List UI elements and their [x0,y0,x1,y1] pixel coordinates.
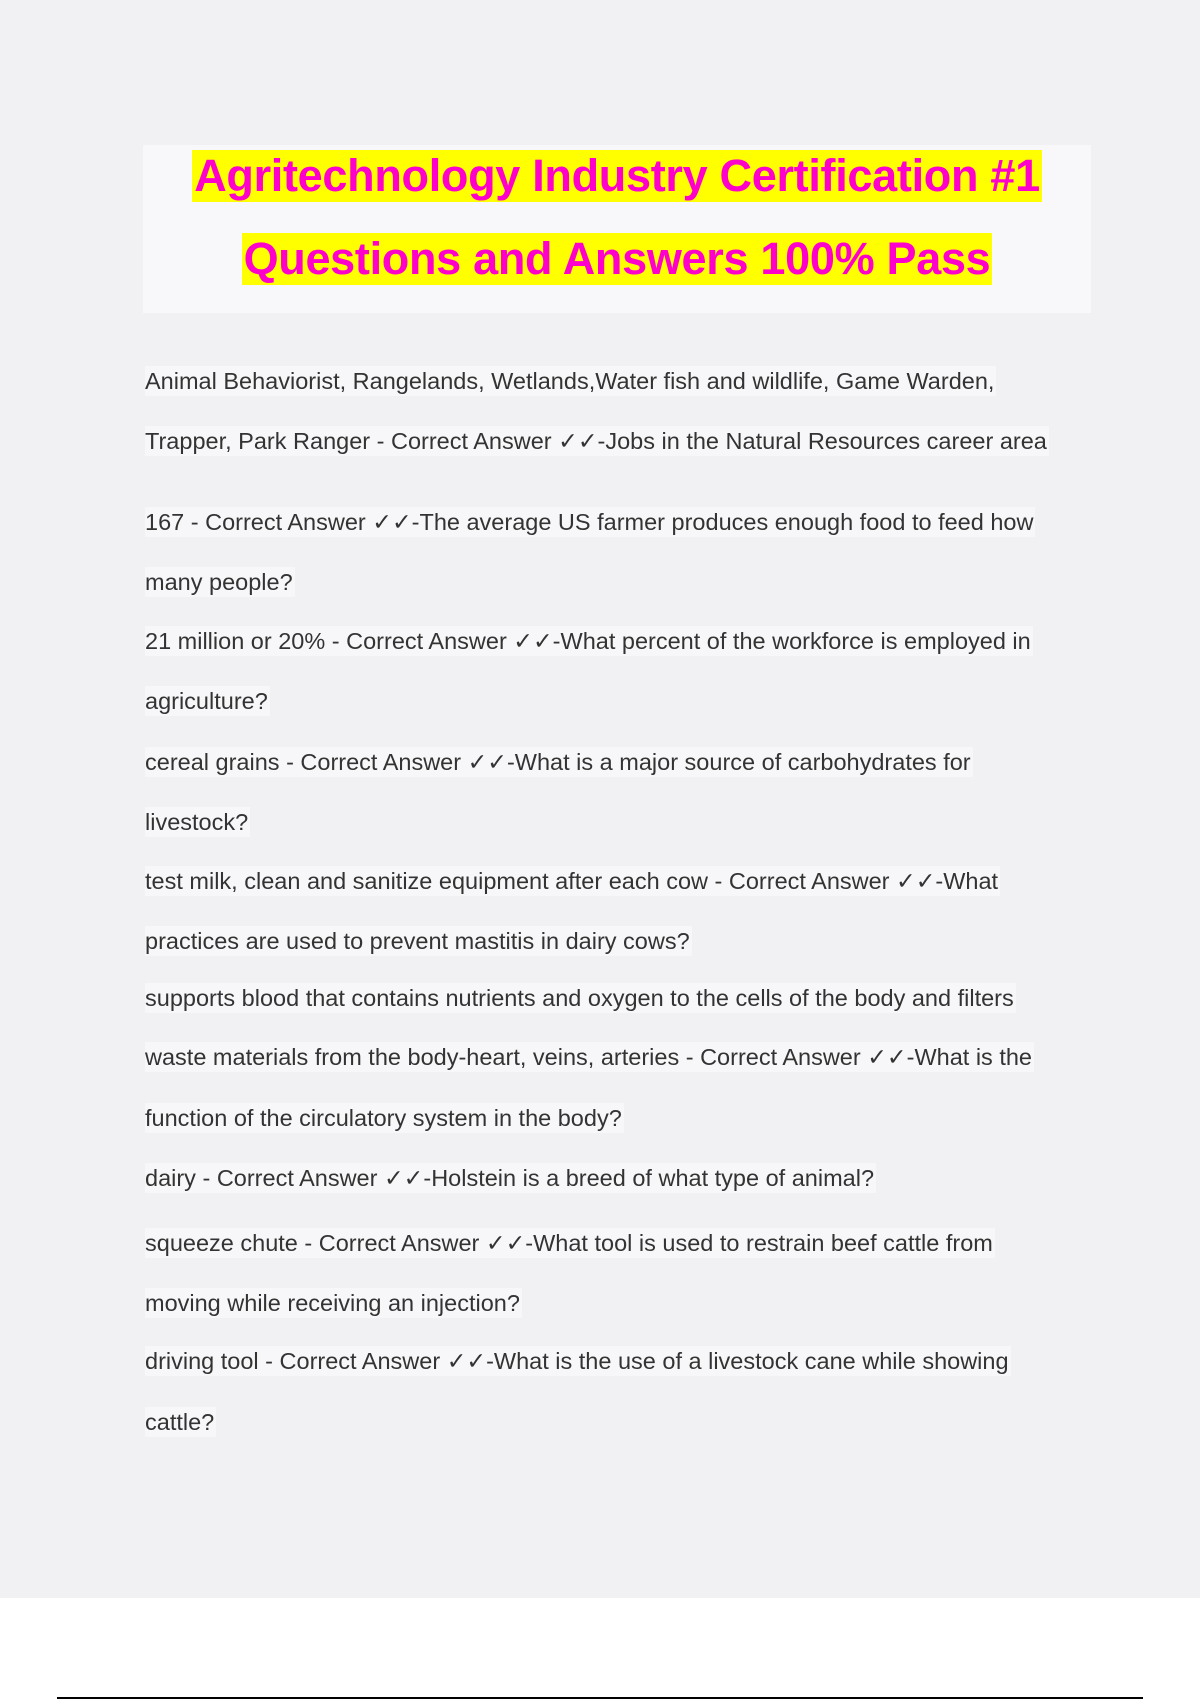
text-line: squeeze chute - Correct Answer ✓✓-What tool is used to restrain beef cattle from [145,1230,993,1256]
text-line: livestock? [145,809,249,835]
title-block [143,145,1091,313]
footer-divider [57,1697,1143,1699]
text-line: driving tool - Correct Answer ✓✓-What is the use of a livestock cane while showing [145,1348,1009,1374]
text-line: cereal grains - Correct Answer ✓✓-What is a major source of carbohydrates for [145,749,971,775]
document-title-line-1: Agritechnology Industry Certification #1 [194,150,1040,201]
text-line: agriculture? [145,688,268,714]
text-line: cattle? [145,1409,215,1435]
text-line: Animal Behaviorist, Rangelands, Wetlands,Water fish and wildlife, Game Warden, [145,368,995,394]
text-line: moving while receiving an injection? [145,1290,520,1316]
text-line: 21 million or 20% - Correct Answer ✓✓-What percent of the workforce is employed in [145,628,1031,654]
text-line: dairy - Correct Answer ✓✓-Holstein is a breed of what type of animal? [145,1165,875,1191]
text-line: Trapper, Park Ranger - Correct Answer ✓✓-Jobs in the Natural Resources career area [145,428,1047,454]
text-line: test milk, clean and sanitize equipment after each cow - Correct Answer ✓✓-What [145,868,999,894]
text-line: practices are used to prevent mastitis in dairy cows? [145,928,690,954]
text-line: supports blood that contains nutrients and oxygen to the cells of the body and filters [145,985,1014,1011]
text-line: many people? [145,569,293,595]
document-title-line-2: Questions and Answers 100% Pass [243,233,991,284]
title-line-1-wrap [143,150,1091,202]
text-line: waste materials from the body-heart, veins, arteries - Correct Answer ✓✓-What is the [145,1044,1032,1070]
text-line: function of the circulatory system in the body? [145,1105,622,1131]
title-line-2-wrap [143,233,1091,285]
text-line: 167 - Correct Answer ✓✓-The average US farmer produces enough food to feed how [145,509,1034,535]
